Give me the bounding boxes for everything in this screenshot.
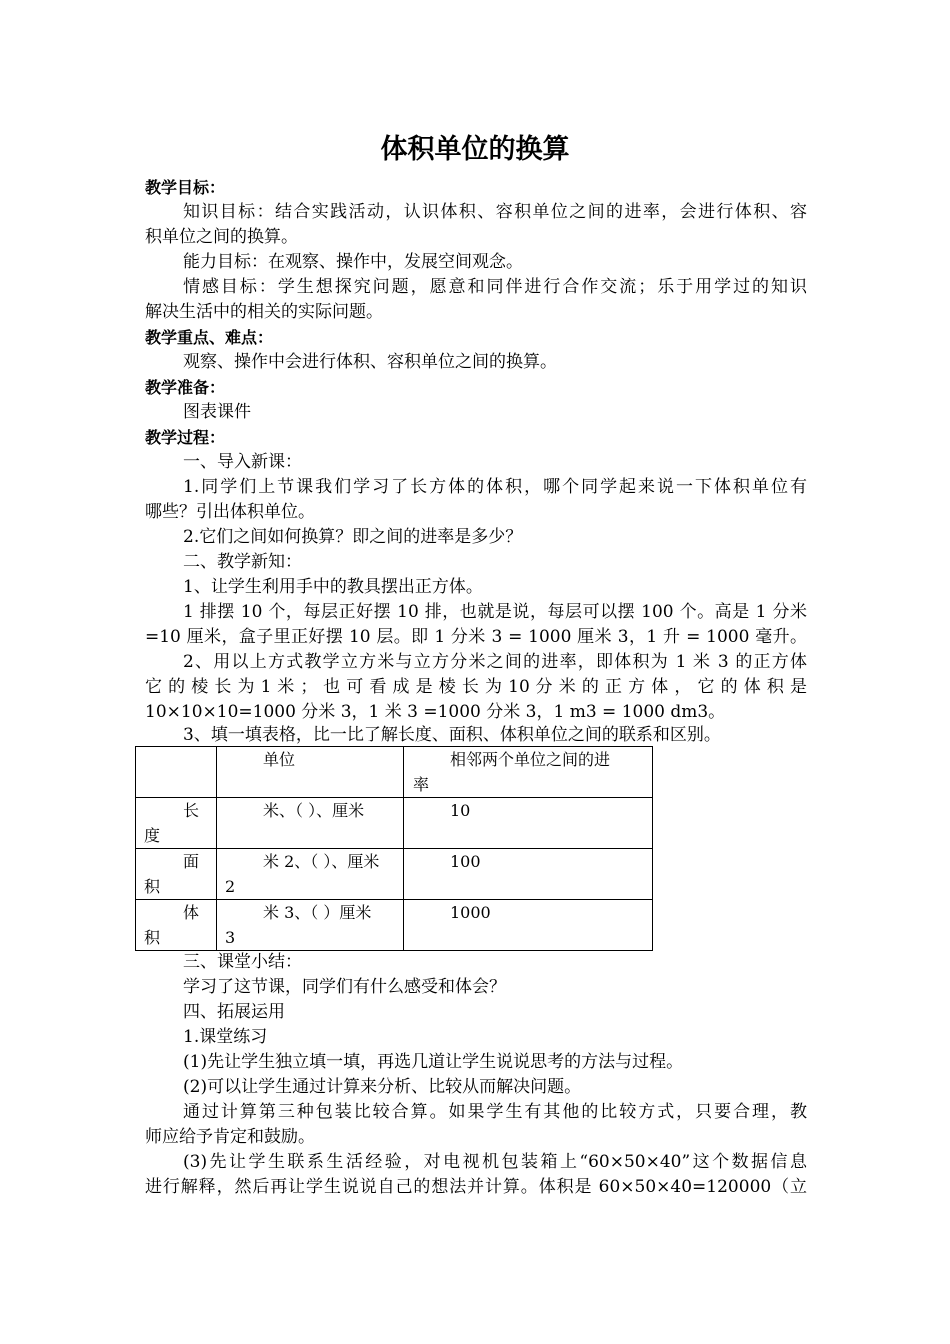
row-unit-line-1: 米、（ ）、厘米 bbox=[263, 801, 365, 820]
table-cell-unit bbox=[217, 849, 404, 900]
section-4-title: 四、拓展运用 bbox=[183, 1002, 285, 1022]
section-4-para-5-line-2: 进行解释，然后再让学生说说自己的想法并计算。体积是 60×50×40=120000（立 bbox=[145, 1177, 807, 1197]
table-cell-rate bbox=[404, 849, 653, 900]
row-name-line-2: 度 bbox=[144, 826, 161, 845]
section-2-para-3-line-2: 它 的 棱 长 为 1 米 ； 也 可 看 成 是 棱 长 为 10 分 米 的 正 方 体 ， 它 的 体 积 是 bbox=[145, 677, 807, 697]
header-rate-line-1: 相邻两个单位之间的进 bbox=[450, 750, 611, 769]
row-name-line-2: 积 bbox=[144, 877, 161, 896]
table-cell-unit bbox=[217, 900, 404, 951]
section-4-para-4-line-1: 通过计算第三种包装比较合算。如果学生有其他的比较方式，只要合理，教 bbox=[183, 1102, 807, 1122]
table-cell-name bbox=[136, 900, 217, 951]
section-4-para-5-line-1: (3)先让学生联系生活经验，对电视机包装箱上“60×50×40”这个数据信息 bbox=[183, 1152, 807, 1172]
section-2-para-2-line-2: =10 厘米，盒子里正好摆 10 层。即 1 分米 3 = 1000 厘米 3，1 升 = 1000 毫升。 bbox=[145, 627, 807, 647]
goal-knowledge-line-1: 知识目标：结合实践活动，认识体积、容积单位之间的进率，会进行体积、容 bbox=[183, 202, 807, 222]
preparation-text: 图表课件 bbox=[183, 402, 251, 422]
goal-emotion-line-2: 解决生活中的相关的实际问题。 bbox=[145, 302, 383, 322]
section-2-para-3-line-1: 2、用以上方式教学立方米与立方分米之间的进率，即体积为 1 米 3 的正方体 bbox=[183, 652, 807, 672]
row-unit-line-1: 米 2、（ ）、厘米 bbox=[263, 852, 380, 871]
section-1-para-1-line-2: 哪些？引出体积单位。 bbox=[145, 502, 315, 522]
table-cell-rate bbox=[404, 798, 653, 849]
row-unit-line-2: 3 bbox=[225, 928, 236, 947]
table-row bbox=[136, 798, 653, 849]
section-4-para-1: 1.课堂练习 bbox=[183, 1027, 268, 1047]
section-3-para-1: 学习了这节课，同学们有什么感受和体会？ bbox=[183, 977, 506, 997]
section-1-title: 一、导入新课： bbox=[183, 452, 302, 472]
section-2-title: 二、教学新知： bbox=[183, 552, 302, 572]
goal-ability: 能力目标：在观察、操作中，发展空间观念。 bbox=[183, 252, 523, 272]
table-cell-name bbox=[136, 849, 217, 900]
doc-title: 体积单位的换算 bbox=[380, 134, 570, 165]
row-rate: 100 bbox=[450, 852, 481, 871]
section-4-para-3: (2)可以让学生通过计算来分析、比较从而解决问题。 bbox=[183, 1077, 582, 1097]
table-cell-unit bbox=[217, 798, 404, 849]
row-rate: 1000 bbox=[450, 903, 491, 922]
goal-knowledge-line-2: 积单位之间的换算。 bbox=[145, 227, 298, 247]
section-1-para-2: 2.它们之间如何换算？即之间的进率是多少？ bbox=[183, 527, 523, 547]
key-points-text: 观察、操作中会进行体积、容积单位之间的换算。 bbox=[183, 352, 557, 372]
table-row bbox=[136, 849, 653, 900]
row-rate: 10 bbox=[450, 801, 471, 820]
table-header-unit bbox=[217, 747, 404, 798]
table-cell-name bbox=[136, 798, 217, 849]
section-3-title: 三、课堂小结： bbox=[183, 952, 302, 972]
heading-key-points: 教学重点、难点： bbox=[145, 328, 274, 347]
section-1-para-1-line-1: 1.同学们上节课我们学习了长方体的体积，哪个同学起来说一下体积单位有 bbox=[183, 477, 807, 497]
goal-emotion-line-1: 情感目标：学生想探究问题，愿意和同伴进行合作交流；乐于用学过的知识 bbox=[183, 277, 807, 297]
section-2-para-1: 1、让学生利用手中的教具摆出正方体。 bbox=[183, 577, 483, 597]
header-unit-label: 单位 bbox=[263, 750, 296, 769]
row-name-line-1: 体 bbox=[183, 903, 200, 922]
row-name-line-2: 积 bbox=[144, 928, 161, 947]
section-4-para-4-line-2: 师应给予肯定和鼓励。 bbox=[145, 1127, 315, 1147]
units-table bbox=[135, 746, 653, 951]
heading-teaching-goals: 教学目标： bbox=[145, 178, 226, 197]
section-2-para-4: 3、填一填表格，比一比了解长度、面积、体积单位之间的联系和区别。 bbox=[183, 725, 721, 745]
section-2-para-2-line-1: 1 排摆 10 个，每层正好摆 10 排，也就是说，每层可以摆 100 个。高是 1 分米 bbox=[183, 602, 807, 622]
table-header-row bbox=[136, 747, 653, 798]
table-row bbox=[136, 900, 653, 951]
section-4-para-2: (1)先让学生独立填一填，再选几道让学生说说思考的方法与过程。 bbox=[183, 1052, 684, 1072]
row-unit-line-2: 2 bbox=[225, 877, 236, 896]
header-rate-line-2: 率 bbox=[413, 775, 430, 794]
row-unit-line-1: 米 3、（ ）厘米 bbox=[263, 903, 372, 922]
table-header-rate bbox=[404, 747, 653, 798]
table-cell-empty bbox=[136, 747, 217, 798]
heading-preparation: 教学准备： bbox=[145, 378, 226, 397]
row-name-line-1: 面 bbox=[183, 852, 200, 871]
table-cell-rate bbox=[404, 900, 653, 951]
section-2-para-3-line-3: 10×10×10=1000 分米 3，1 米 3 =1000 分米 3，1 m3 = 1000 dm3。 bbox=[145, 702, 726, 722]
heading-process: 教学过程： bbox=[145, 428, 226, 447]
row-name-line-1: 长 bbox=[183, 801, 200, 820]
